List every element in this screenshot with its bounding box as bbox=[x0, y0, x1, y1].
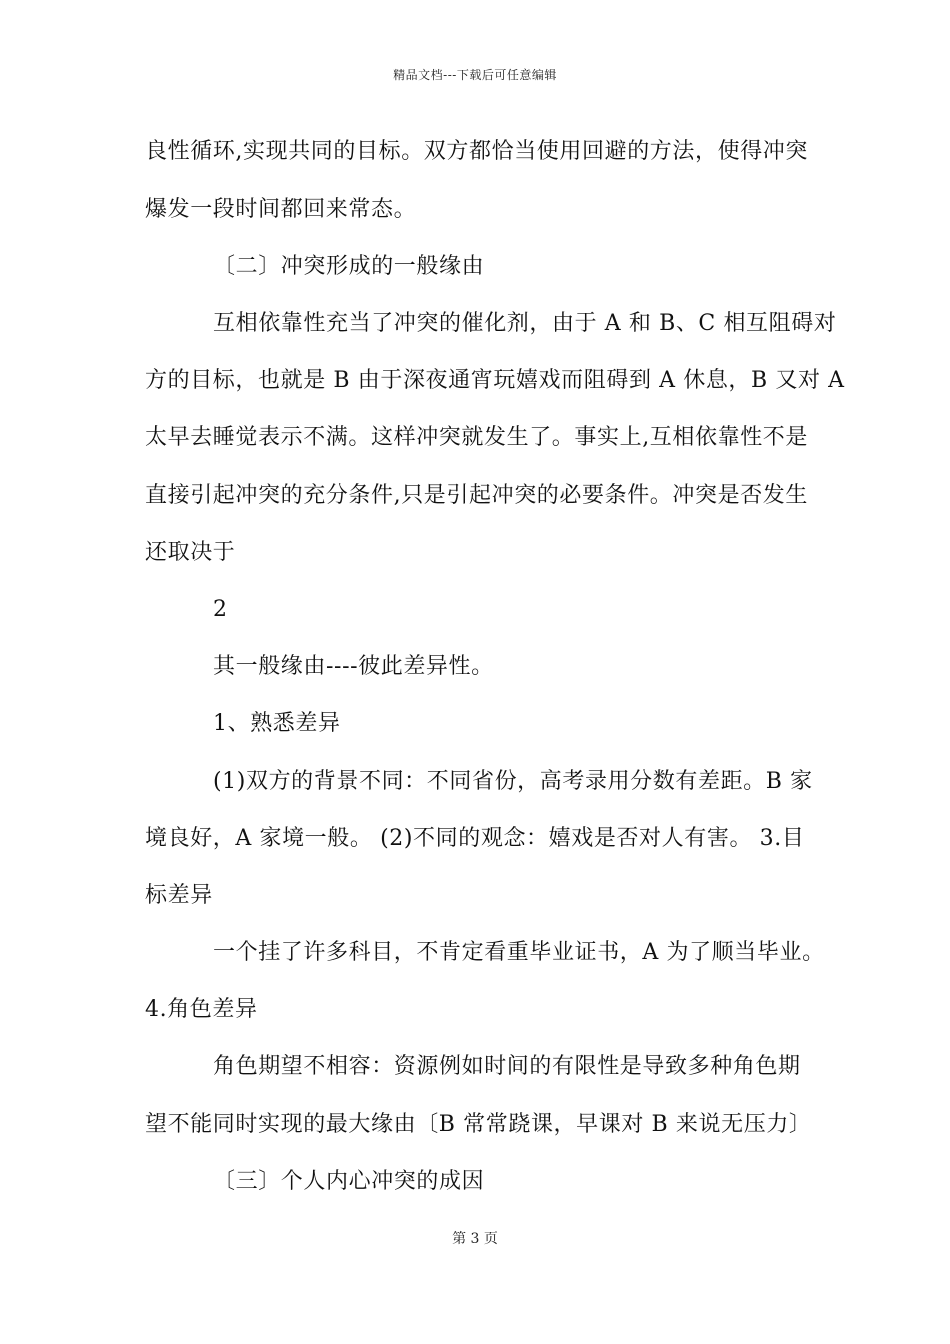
subsection-heading: 4.角色差异 bbox=[145, 997, 258, 1022]
body-line: 太早去睡觉表示不满。这样冲突就发生了。事实上,互相依靠性不是 bbox=[145, 425, 808, 450]
body-line: 还取决于 bbox=[145, 540, 236, 565]
page-header: 精品文档---下载后可任意编辑 bbox=[393, 68, 557, 82]
body-line: 爆发一段时间都回来常态。 bbox=[145, 197, 417, 222]
body-line: 望不能同时实现的最大缘由〔B 常常跷课，早课对 B 来说无压力〕 bbox=[145, 1112, 812, 1137]
body-line: 方的目标，也就是 B 由于深夜通宵玩嬉戏而阻碍到 A 休息，B 又对 A bbox=[145, 368, 845, 393]
body-line: 标差异 bbox=[145, 883, 213, 908]
section-heading: 〔三〕个人内心冲突的成因 bbox=[213, 1169, 485, 1194]
page-footer: 第 3 页 bbox=[452, 1231, 498, 1247]
body-line: 境良好，A 家境一般。 (2)不同的观念：嬉戏是否对人有害。 3.目 bbox=[145, 826, 805, 851]
body-line: 良性循环,实现共同的目标。双方都恰当使用回避的方法，使得冲突 bbox=[145, 139, 808, 164]
body-line: 互相依靠性充当了冲突的催化剂，由于 A 和 B、C 相互阻碍对 bbox=[213, 311, 837, 336]
body-line: 角色期望不相容：资源例如时间的有限性是导致多种角色期 bbox=[213, 1054, 801, 1079]
section-heading: 〔二〕冲突形成的一般缘由 bbox=[213, 254, 485, 279]
body-line: (1)双方的背景不同：不同省份，高考录用分数有差距。B 家 bbox=[213, 769, 813, 794]
body-line: 直接引起冲突的充分条件,只是引起冲突的必要条件。冲突是否发生 bbox=[145, 483, 808, 508]
body-line: 一个挂了许多科目，不肯定看重毕业证书，A 为了顺当毕业。 bbox=[213, 940, 825, 965]
subsection-heading: 1、熟悉差异 bbox=[213, 711, 341, 736]
body-line: 其一般缘由----彼此差异性。 bbox=[213, 654, 494, 679]
inline-page-number: 2 bbox=[213, 597, 228, 622]
